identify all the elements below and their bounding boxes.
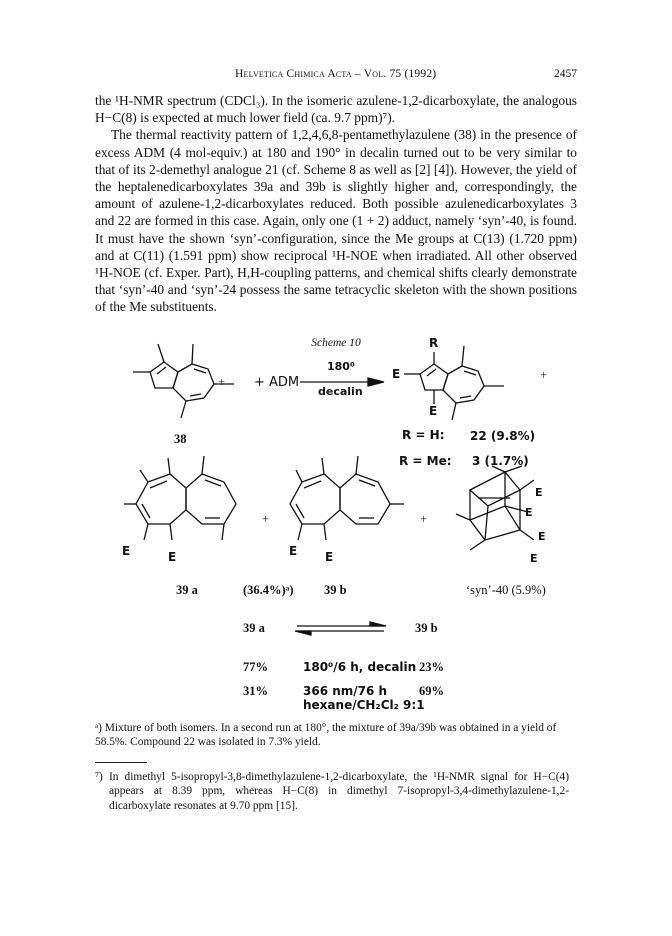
paragraph-1: the ¹H-NMR spectrum (CDCl₃). In the isomeric azulene-1,2-dicarboxylate, the analogous H−C(8) is expected at much lower field (ca. 9.7 ppm)⁷). [95, 93, 577, 126]
page-number: 2457 [554, 68, 577, 80]
ester-label: E [392, 367, 401, 381]
ester-label: E [525, 506, 533, 519]
product-r-me-label: R = Me: [399, 454, 452, 468]
compound-syn40-label: ‘syn’-40 (5.9%) [466, 583, 546, 597]
footnote-7-mark: ⁷) [95, 771, 103, 783]
plus-sign-1: + [218, 375, 226, 389]
ester-label: E [535, 486, 543, 499]
reagent-adm: + ADM [254, 375, 300, 390]
ratio-row1-conditions: 180⁰/6 h, decalin [303, 660, 417, 674]
plus-sign-2: + [540, 368, 548, 382]
paragraph-2: The thermal reactivity pattern of 1,2,4,6,8-pentamethylazulene (38) in the presence of excess ADM (4 mol-equiv.) at 180 and 190° in decalin turned out to be very similar to that of its 2-demethyl analogue 21 (cf. Scheme 8 as well as [2] [4]). However, the yield of the heptalenedicarboxylates 39a and 39b is slightly higher and, correspondingly, the amount of azulene-1,2-dicarboxylates reduced. Both possible azulenedicarboxylates 3 and 22 are formed in this case. Again, only one (1 + 2) adduct, namely ‘syn’-40, is found. It must have the shown ‘syn’-configuration, since the Me groups at C(13) (1.720 ppm) and at C(11) (1.591 ppm) show reciprocal ¹H-NOE when irradiated. All other observed ¹H-NOE (cf. Exper. Part), H,H-coupling patterns, and chemical shifts clearly demonstrate that ‘syn’-40 and ‘syn’-24 possess the same tetracyclic skeleton with the shown positions of the Me substituents. [95, 127, 577, 315]
heptalene-39b-structure [290, 456, 404, 540]
ratio-row1-right: 23% [419, 660, 444, 674]
product-r-me-yield: 3 (1.7%) [472, 454, 529, 468]
yield-39-label: (36.4%)ᵃ) [243, 583, 294, 597]
product-r-h-yield: 22 (9.8%) [470, 429, 536, 443]
equilibrium-right-label: 39 b [415, 621, 438, 635]
heptalene-39a-structure [124, 456, 236, 540]
ester-label: E [429, 404, 438, 418]
r-substituent-label: R [429, 336, 439, 350]
ester-label: E [538, 530, 546, 543]
plus-sign-3: + [262, 512, 270, 526]
azulene-product-structure [404, 346, 504, 420]
product-r-h-label: R = H: [402, 428, 445, 442]
ratio-row1-left: 77% [243, 660, 268, 674]
scheme-title: Scheme 10 [311, 337, 361, 349]
ester-label: E [530, 552, 538, 565]
compound-39a-label: 39 a [176, 583, 198, 597]
ratio-row2-left: 31% [243, 684, 268, 698]
ester-label: E [289, 544, 298, 558]
footnote-divider [95, 762, 147, 763]
compound-38-label: 38 [174, 432, 187, 446]
ratio-row2-conditions: 366 nm/76 h [303, 684, 388, 698]
plus-sign-4: + [420, 512, 428, 526]
conditions-solvent: decalin [318, 385, 363, 398]
footnote-a: ᵃ) Mixture of both isomers. In a second run at 180°, the mixture of 39a/39b was obtained in a yield of 58.5%. Compound 22 was isolated in 7.3% yield. [95, 722, 557, 749]
journal-title: Helvetica Chimica Acta – Vol. 75 (1992) [235, 68, 437, 80]
footnote-7 [95, 770, 577, 813]
ester-label: E [325, 550, 334, 564]
footnote-7-text: In dimethyl 5-isopropyl-3,8-dimethylazulene-1,2-dicarboxylate, the ¹H-NMR signal for H−C(4) appears at 8.39 ppm, whereas H−C(8) in dimethyl 7-isopropyl-3,4-dimethylazulene-1,2-dicarboxylate resonates at 9.70 ppm [15]. [109, 771, 569, 812]
ratio-row2-right: 69% [419, 684, 444, 698]
ratio-row2-solvent: hexane/CH₂Cl₂ 9:1 [303, 698, 425, 712]
ester-label: E [122, 544, 131, 558]
conditions-temperature: 180⁰ [327, 360, 355, 373]
ester-label: E [168, 550, 177, 564]
equilibrium-left-label: 39 a [243, 621, 265, 635]
syn-40-cage-structure [456, 466, 534, 550]
compound-39b-label: 39 b [324, 583, 347, 597]
